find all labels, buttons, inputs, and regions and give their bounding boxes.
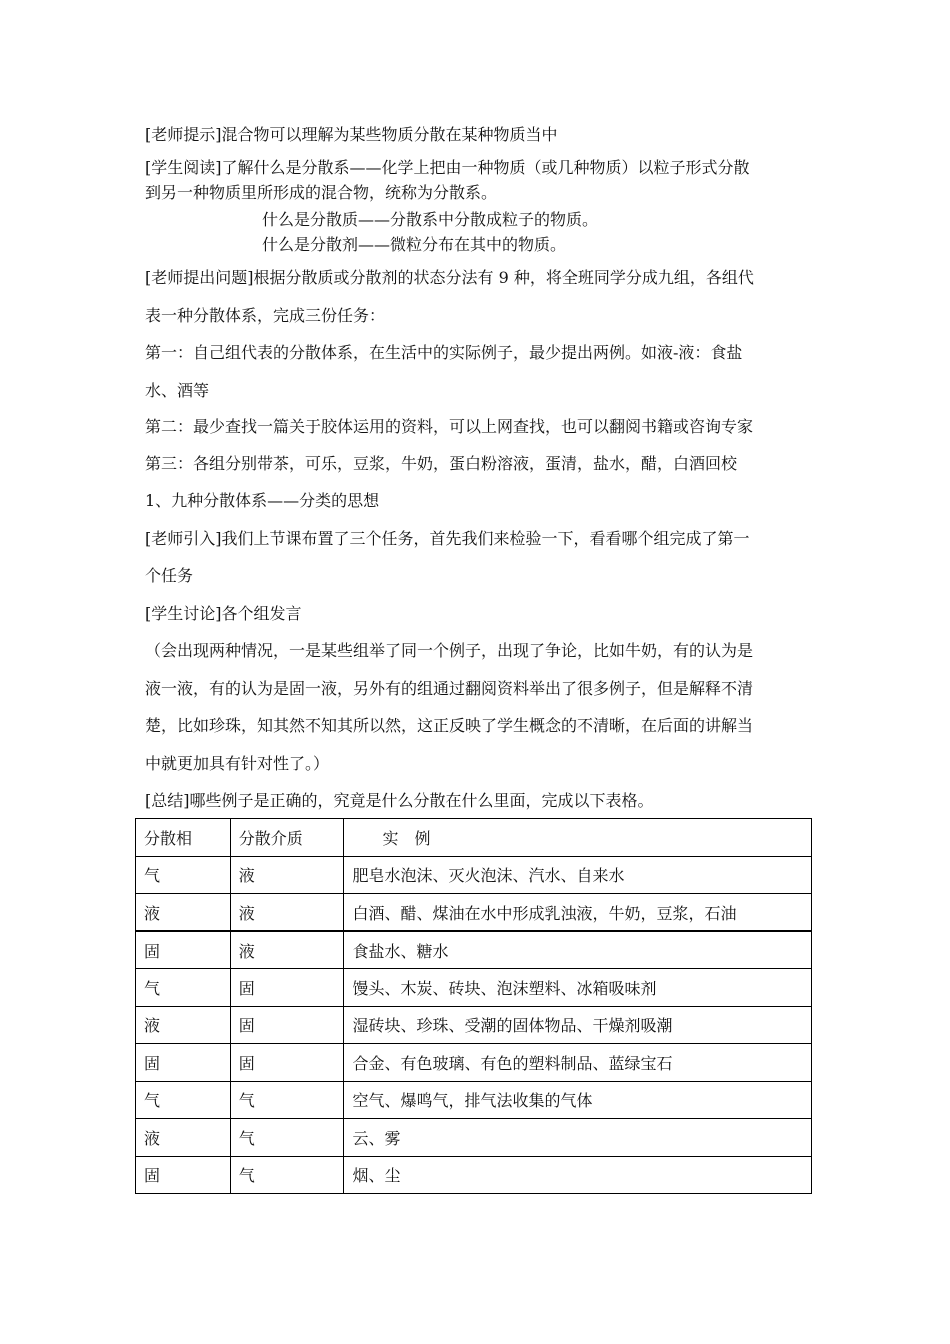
- teacher-hint-line: [老师提示]混合物可以理解为某些物质分散在某种物质当中: [145, 125, 558, 144]
- teacher-question-line: [老师提出问题]根据分散质或分散剂的状态分法有 9 种，将全班同学分成九组，各组代: [145, 268, 754, 287]
- task-one-line-2: 水、酒等: [145, 381, 210, 400]
- table-row: [136, 931, 812, 969]
- cell-phase: 固: [136, 931, 231, 969]
- cell-medium: 气: [230, 1119, 344, 1157]
- task-two-line: 第二：最少查找一篇关于胶体运用的资料，可以上网查找，也可以翻阅书籍或咨询专家: [145, 417, 754, 436]
- cell-medium: 液: [230, 894, 344, 932]
- cell-medium: 气: [230, 1081, 344, 1119]
- table-row: [136, 1156, 812, 1194]
- discussion-note-line-2: 液一液，有的认为是固一液，另外有的组通过翻阅资料举出了很多例子，但是解释不清: [145, 679, 754, 698]
- cell-examples: 云、雾: [344, 1119, 812, 1157]
- cell-medium: 液: [230, 856, 344, 894]
- cell-examples: 食盐水、糖水: [344, 931, 812, 969]
- cell-examples: 肥皂水泡沫、灭火泡沫、汽水、自来水: [344, 856, 812, 894]
- cell-medium: 固: [230, 1044, 344, 1082]
- teacher-intro-line: [老师引入]我们上节课布置了三个任务，首先我们来检验一下，看看哪个组完成了第一: [145, 529, 750, 548]
- dispersion-definition-line: 到另一种物质里所形成的混合物，统称为分散系。: [145, 183, 498, 202]
- cell-phase: 固: [136, 1044, 231, 1082]
- dispersed-phase-definition: 什么是分散质——分散系中分散成粒子的物质。: [262, 210, 599, 229]
- cell-phase: 固: [136, 1156, 231, 1194]
- table-row: [136, 1044, 812, 1082]
- table-row: [136, 1119, 812, 1157]
- table-row: [136, 969, 812, 1007]
- summary-line: [总结]哪些例子是正确的，究竟是什么分散在什么里面，完成以下表格。: [145, 791, 654, 810]
- cell-medium: 气: [230, 1156, 344, 1194]
- cell-medium: 固: [230, 1006, 344, 1044]
- table-row: [136, 894, 812, 932]
- cell-examples: 湿砖块、珍珠、受潮的固体物品、干燥剂吸潮: [344, 1006, 812, 1044]
- table-row: [136, 1081, 812, 1119]
- table-row: [136, 856, 812, 894]
- task-one-line: 第一：自己组代表的分散体系，在生活中的实际例子，最少提出两例。如液-液：食盐: [145, 343, 743, 362]
- dispersion-medium-definition: 什么是分散剂——微粒分布在其中的物质。: [262, 235, 567, 254]
- student-discussion-line: [学生讨论]各个组发言: [145, 604, 302, 623]
- cell-phase: 气: [136, 1081, 231, 1119]
- student-reading-line: [学生阅读]了解什么是分散系——化学上把由一种物质（或几种物质）以粒子形式分散: [145, 158, 750, 177]
- discussion-note-line-1: （会出现两种情况，一是某些组举了同一个例子，出现了争论，比如牛奶，有的认为是: [145, 641, 754, 660]
- header-examples: 实 例: [344, 819, 812, 857]
- dispersion-table: [135, 818, 812, 1194]
- cell-phase: 液: [136, 1006, 231, 1044]
- table-row: [136, 1006, 812, 1044]
- cell-medium: 固: [230, 969, 344, 1007]
- section-heading: 1、九种分散体系——分类的思想: [145, 491, 380, 510]
- cell-examples: 白酒、醋、煤油在水中形成乳浊液，牛奶，豆浆，石油: [344, 894, 812, 932]
- discussion-note-line-4: 中就更加具有针对性了。）: [145, 754, 330, 773]
- cell-examples: 空气、爆鸣气，排气法收集的气体: [344, 1081, 812, 1119]
- cell-phase: 气: [136, 856, 231, 894]
- teacher-intro-line-2: 个任务: [145, 566, 194, 585]
- header-dispersion-medium: 分散介质: [230, 819, 344, 857]
- cell-medium: 液: [230, 931, 344, 969]
- cell-examples: 馒头、木炭、砖块、泡沫塑料、冰箱吸味剂: [344, 969, 812, 1007]
- discussion-note-line-3: 楚，比如珍珠，知其然不知其所以然，这正反映了学生概念的不清晰，在后面的讲解当: [145, 716, 754, 735]
- task-three-line: 第三：各组分别带茶，可乐，豆浆，牛奶，蛋白粉溶液，蛋清，盐水，醋，白酒回校: [145, 454, 738, 473]
- table-header-row: [136, 819, 812, 857]
- cell-phase: 液: [136, 1119, 231, 1157]
- header-dispersed-phase: 分散相: [136, 819, 231, 857]
- cell-phase: 液: [136, 894, 231, 932]
- teacher-question-line-2: 表一种分散体系，完成三份任务：: [145, 306, 386, 325]
- cell-examples: 合金、有色玻璃、有色的塑料制品、蓝绿宝石: [344, 1044, 812, 1082]
- cell-examples: 烟、尘: [344, 1156, 812, 1194]
- cell-phase: 气: [136, 969, 231, 1007]
